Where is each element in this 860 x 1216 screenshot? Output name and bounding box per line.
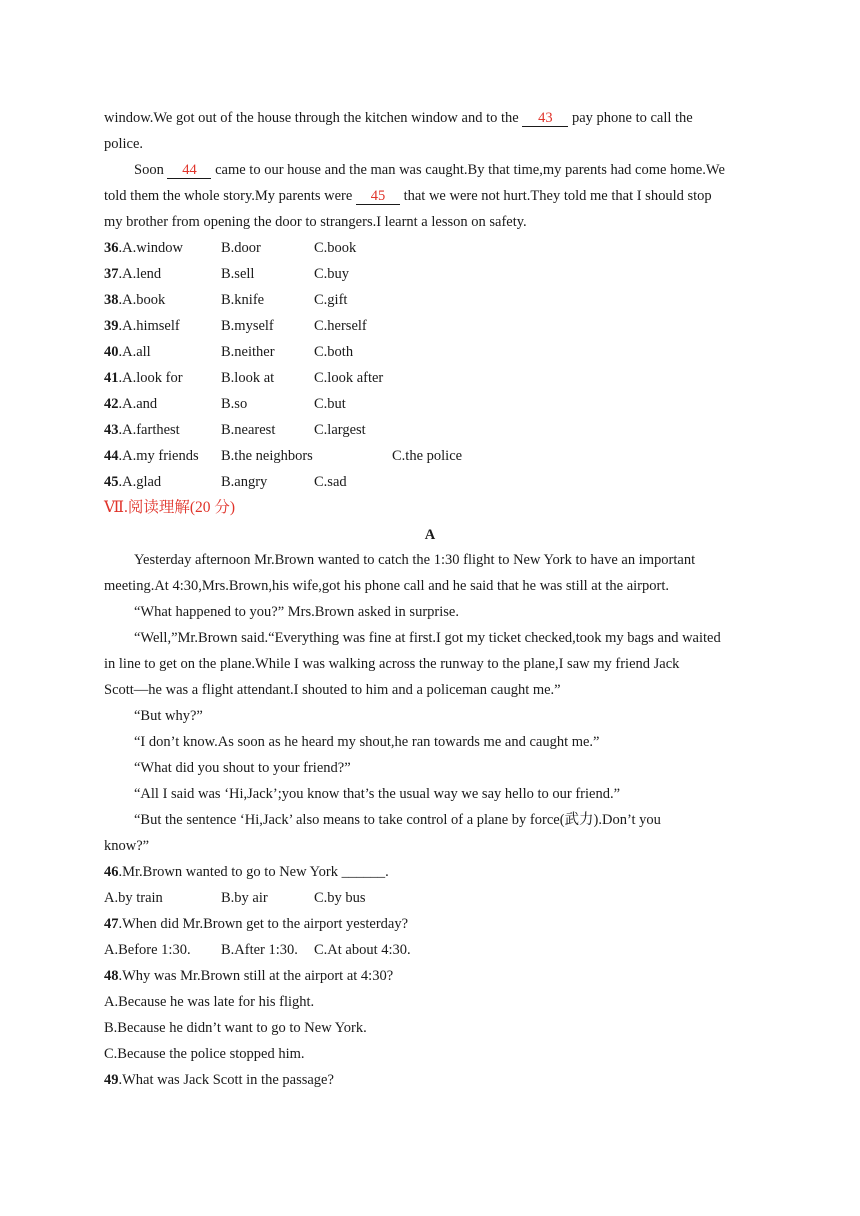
option-b: B.After 1:30.: [221, 942, 298, 958]
cloze-text: pay phone to call the: [568, 110, 693, 126]
option-c: C.herself: [314, 318, 367, 334]
question-text: .Mr.Brown wanted to go to New York ______.: [118, 864, 389, 880]
option-b: B.Because he didn’t want to go to New York.: [104, 1020, 367, 1036]
option-a: .A.window: [118, 240, 183, 256]
option-a: .A.and: [118, 396, 158, 412]
option-row-39: [104, 316, 180, 336]
option-c: C.gift: [314, 292, 348, 308]
option-c: C.but: [314, 396, 346, 412]
option-b: B.so: [221, 396, 248, 412]
option-row-36: [104, 238, 183, 258]
option-c: C.sad: [314, 474, 347, 490]
option-c: C.the police: [392, 448, 463, 464]
option-b: B.the neighbors: [221, 448, 313, 464]
question-49: [104, 1070, 334, 1090]
passage-line: meeting.At 4:30,Mrs.Brown,his wife,got his phone call and he said that he was still at the airport.: [104, 578, 669, 594]
option-row-44: [104, 446, 199, 466]
option-a: .A.glad: [118, 474, 162, 490]
question-number: 44: [104, 448, 119, 464]
option-c: C.At about 4:30.: [314, 942, 411, 958]
cloze-line-3: [134, 160, 725, 180]
question-number: 42: [104, 396, 119, 412]
option-c: C.both: [314, 344, 354, 360]
option-b: B.myself: [221, 318, 274, 334]
option-a: .A.farthest: [118, 422, 180, 438]
cloze-line-4: [104, 186, 712, 206]
option-row-38: [104, 290, 165, 310]
question-text: .What was Jack Scott in the passage?: [118, 1072, 334, 1088]
question-number: 49: [104, 1072, 119, 1088]
blank-44: 44: [167, 162, 211, 179]
option-a: A.Before 1:30.: [104, 942, 191, 958]
option-a: .A.all: [118, 344, 151, 360]
option-row-42: [104, 394, 157, 414]
passage-line: “Well,”Mr.Brown said.“Everything was fine at first.I got my ticket checked,took my bags and waited: [134, 630, 721, 646]
cloze-text: my brother from opening the door to strangers.I learnt a lesson on safety.: [104, 214, 527, 230]
option-b: B.nearest: [221, 422, 276, 438]
cloze-text: Soon: [134, 162, 168, 178]
passage-line: “What happened to you?” Mrs.Brown asked in surprise.: [134, 604, 459, 620]
cloze-text: police.: [104, 136, 144, 152]
passage-line: know?”: [104, 838, 150, 854]
option-a: .A.look for: [118, 370, 183, 386]
question-46: [104, 862, 389, 882]
passage-line: “I don’t know.As soon as he heard my shout,he ran towards me and caught me.”: [134, 734, 600, 750]
option-row-37: [104, 264, 161, 284]
blank-43: 43: [522, 110, 568, 127]
option-c: C.largest: [314, 422, 366, 438]
passage-line: “But the sentence ‘Hi,Jack’ also means to take control of a plane by force(武力).Don’t you: [134, 812, 661, 828]
question-number: 45: [104, 474, 119, 490]
cloze-text: that we were not hurt.They told me that I should stop: [399, 188, 712, 204]
passage-line: “What did you shout to your friend?”: [134, 760, 351, 776]
cloze-line-5: [104, 212, 527, 232]
question-text: .When did Mr.Brown get to the airport yesterday?: [118, 916, 409, 932]
option-b: B.look at: [221, 370, 275, 386]
cloze-text: told them the whole story.My parents were: [104, 188, 356, 204]
option-a: A.Because he was late for his flight.: [104, 994, 315, 1010]
passage-line: Scott—he was a flight attendant.I shouted to him and a policeman caught me.”: [104, 682, 561, 698]
option-c: C.look after: [314, 370, 384, 386]
option-b: B.neither: [221, 344, 275, 360]
question-number: 39: [104, 318, 119, 334]
question-number: 43: [104, 422, 119, 438]
option-a: .A.my friends: [118, 448, 199, 464]
option-a: .A.himself: [118, 318, 180, 334]
question-text: .Why was Mr.Brown still at the airport at 4:30?: [118, 968, 394, 984]
passage-line: in line to get on the plane.While I was walking across the runway to the plane,I saw my friend Jack: [104, 656, 680, 672]
option-a: .A.lend: [118, 266, 162, 282]
question-number: 38: [104, 292, 119, 308]
cloze-line-2: [104, 134, 143, 154]
question-number: 36: [104, 240, 119, 256]
option-b: B.by air: [221, 890, 268, 906]
question-number: 41: [104, 370, 119, 386]
passage-line: “All I said was ‘Hi,Jack’;you know that’s the usual way we say hello to our friend.”: [134, 786, 621, 802]
question-number: 47: [104, 916, 119, 932]
blank-45: 45: [356, 188, 400, 205]
passage-label: A: [424, 527, 436, 543]
option-c: C.buy: [314, 266, 350, 282]
question-number: 40: [104, 344, 119, 360]
option-c: C.by bus: [314, 890, 366, 906]
option-a: A.by train: [104, 890, 163, 906]
option-c: C.Because the police stopped him.: [104, 1046, 305, 1062]
option-row-41: [104, 368, 183, 388]
cloze-text: came to our house and the man was caught.By that time,my parents had come home.We: [211, 162, 725, 178]
question-48: [104, 966, 393, 986]
option-b: B.angry: [221, 474, 268, 490]
option-row-45: [104, 472, 161, 492]
option-b: B.door: [221, 240, 261, 256]
question-number: 37: [104, 266, 119, 282]
option-b: B.sell: [221, 266, 255, 282]
passage-line: Yesterday afternoon Mr.Brown wanted to catch the 1:30 flight to New York to have an important: [134, 552, 696, 568]
question-47: [104, 914, 408, 934]
option-row-40: [104, 342, 151, 362]
option-c: C.book: [314, 240, 357, 256]
question-number: 48: [104, 968, 119, 984]
cloze-line-1: [104, 108, 693, 128]
option-b: B.knife: [221, 292, 265, 308]
passage-line: “But why?”: [134, 708, 203, 724]
question-number: 46: [104, 864, 119, 880]
option-row-43: [104, 420, 180, 440]
cloze-text: window.We got out of the house through the kitchen window and to the: [104, 110, 523, 126]
option-a: .A.book: [118, 292, 166, 308]
section-heading: Ⅶ.阅读理解(20 分): [104, 499, 236, 516]
